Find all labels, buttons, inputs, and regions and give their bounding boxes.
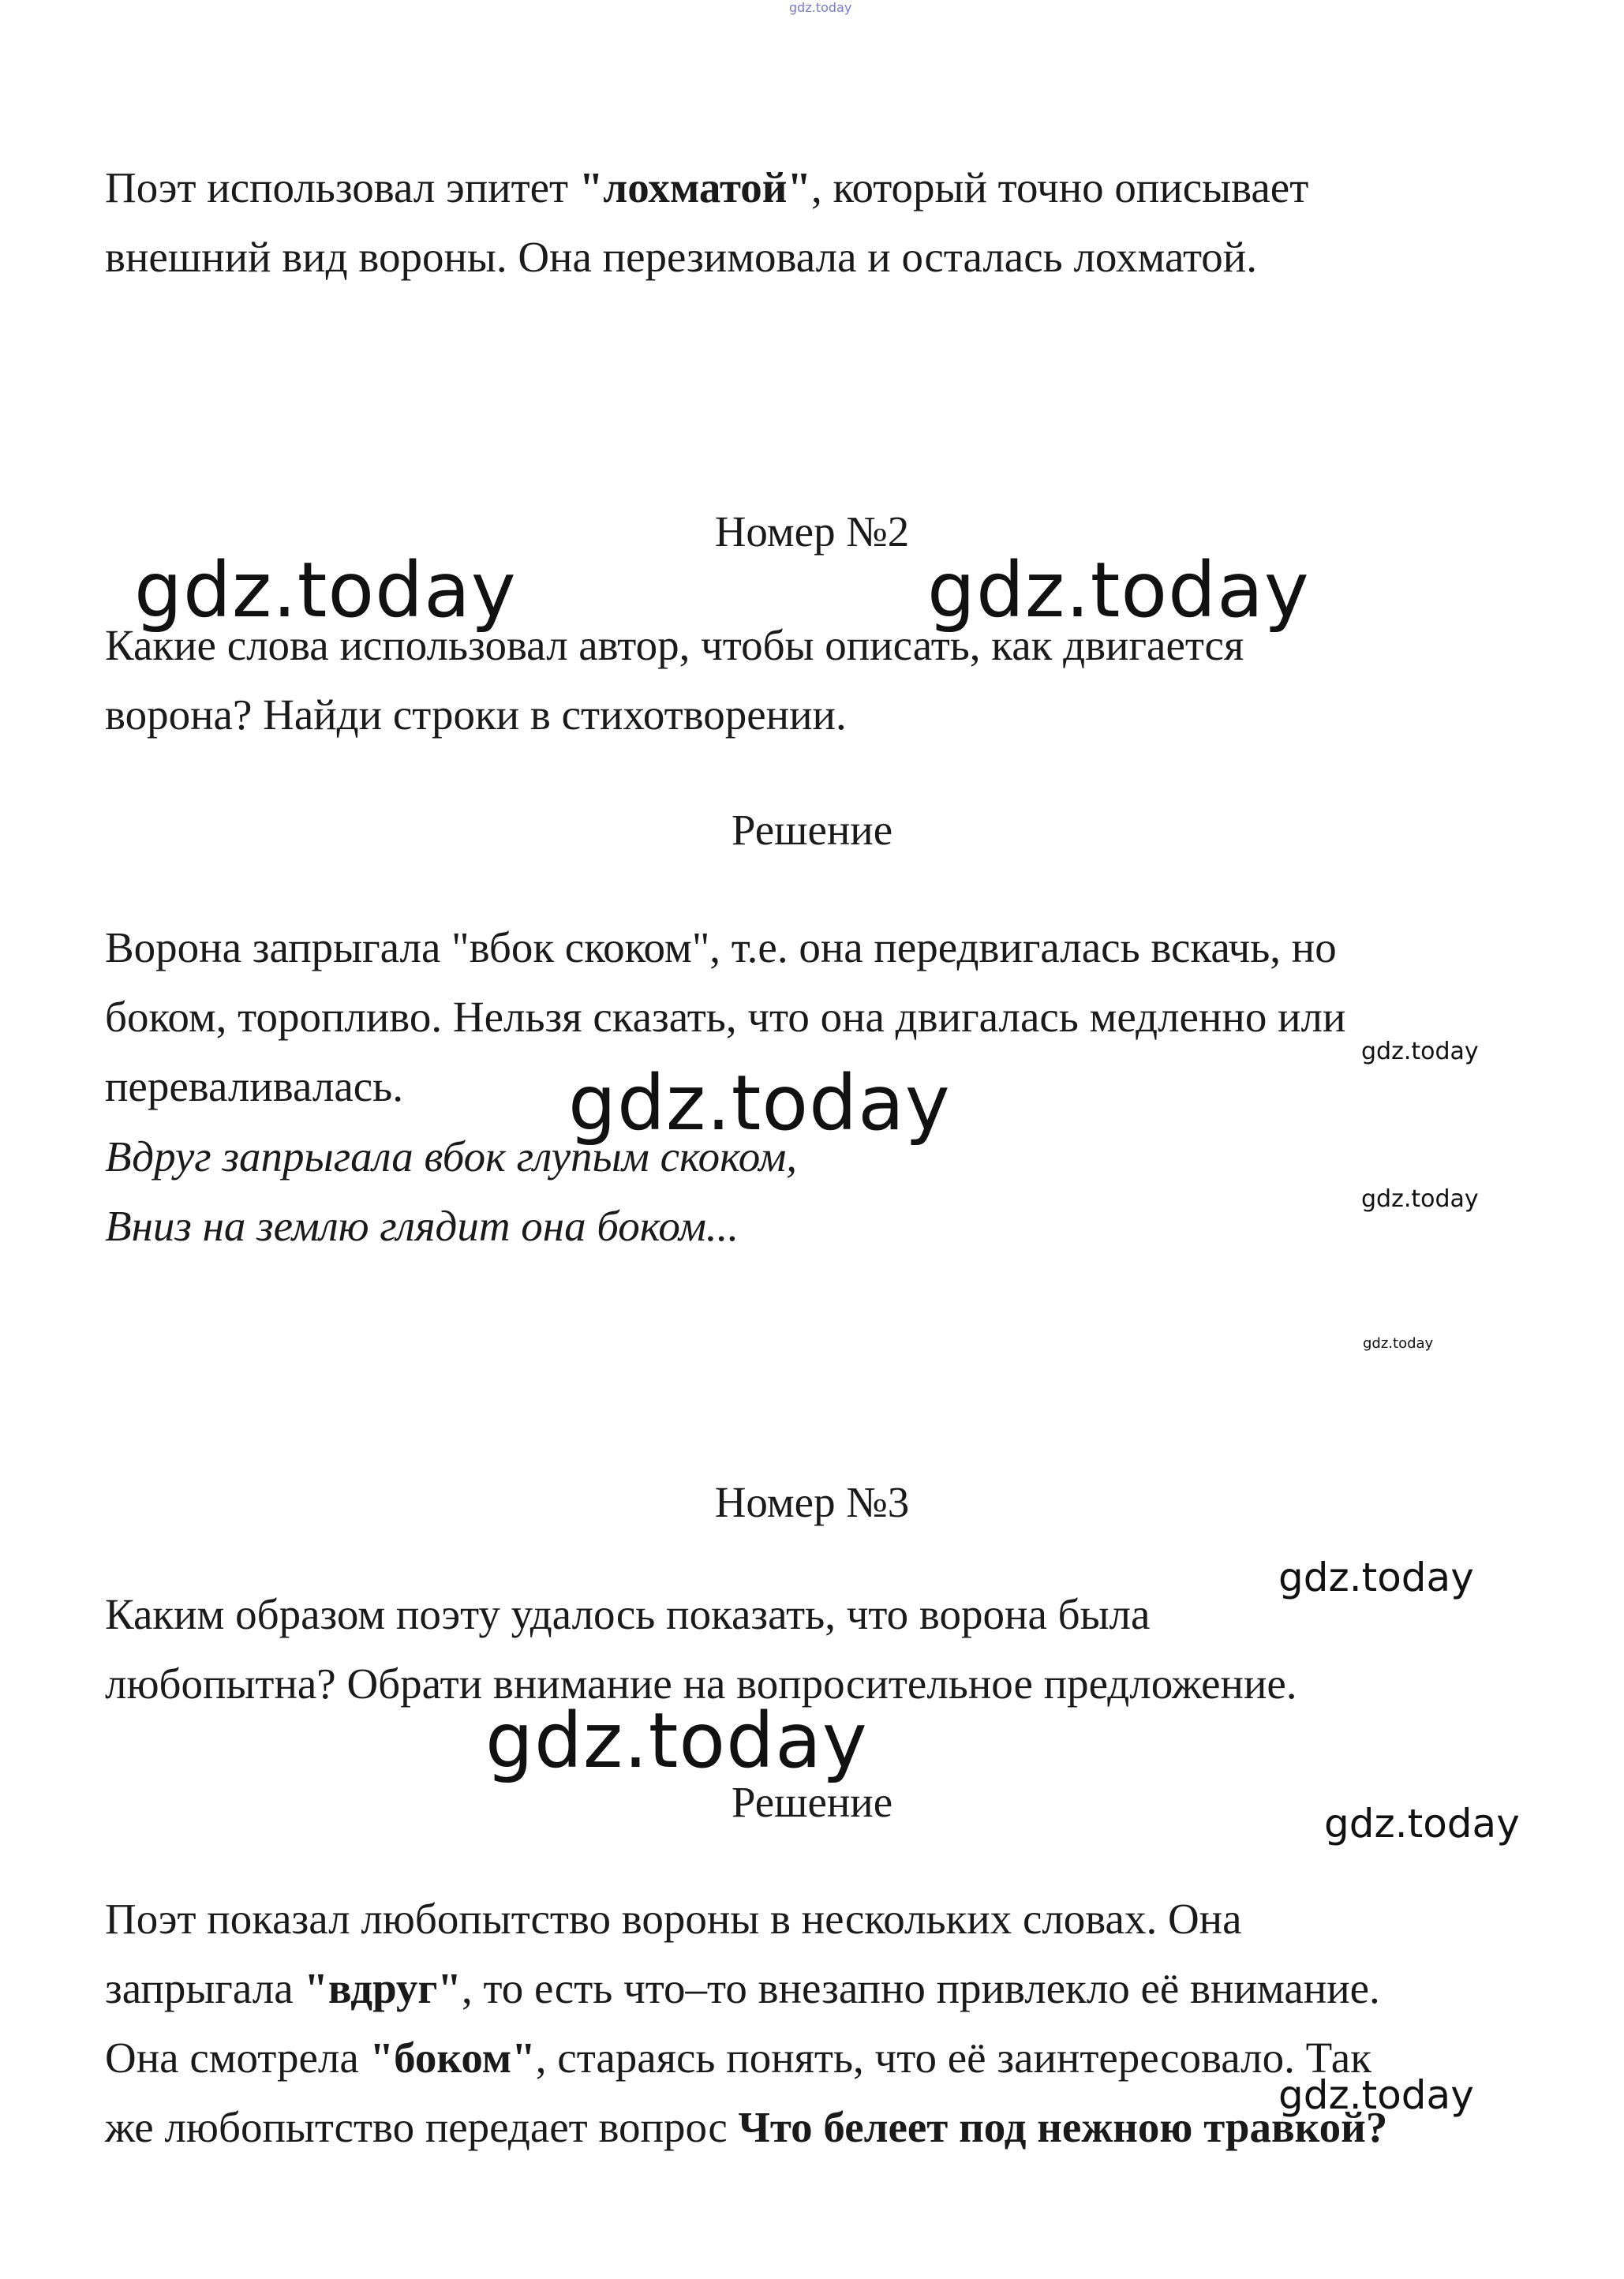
task2-question-line-1: Какие слова использовал автор, чтобы описать, как двигается (105, 621, 1244, 669)
task2-solution-heading: Решение (731, 806, 893, 854)
task3-solution-heading: Решение (731, 1778, 893, 1826)
task2-quote-line-1: Вдруг запрыгала вбок глупым скоком, (105, 1132, 798, 1181)
task3-question-line-1: Каким образом поэту удалось показать, что ворона была (105, 1590, 1151, 1638)
task3-answer-line-2: запрыгала "вдруг", то есть что–то внезапно привлекло её внимание. (105, 1964, 1380, 2012)
task3-answer-line-1: Поэт показал любопытство вороны в нескольких словах. Она (105, 1895, 1242, 1943)
task3-answer-line-4: же любопытство передает вопрос Что белеет под нежною травкой? (105, 2103, 1388, 2151)
task2-question-line-2: ворона? Найди строки в стихотворении. (105, 690, 847, 739)
watermark-tiny: gdz.today (1363, 1335, 1434, 1352)
watermark-medium-1: gdz.today (1278, 1555, 1474, 1600)
task3-heading: Номер №3 (714, 1478, 910, 1526)
watermark-large-2: gdz.today (927, 546, 1310, 634)
watermark-medium-2: gdz.today (1324, 1801, 1520, 1847)
task3-question-line-2: любопытна? Обрати внимание на вопросительное предложение. (105, 1660, 1297, 1708)
intro-line-2: внешний вид вороны. Она перезимовала и осталась лохматой. (105, 233, 1257, 281)
watermark-large-3: gdz.today (568, 1059, 951, 1147)
watermark-large-4: gdz.today (485, 1697, 868, 1785)
watermark-top: gdz.today (789, 0, 852, 15)
task2-heading: Номер №2 (714, 507, 910, 556)
task2-quote-line-2: Вниз на землю глядит она боком... (105, 1202, 739, 1250)
intro-line-1: Поэт использовал эпитет "лохматой", который точно описывает (105, 163, 1309, 211)
watermark-small-2: gdz.today (1361, 1185, 1479, 1213)
task3-answer-line-3: Она смотрела "боком", стараясь понять, что её заинтересовало. Так (105, 2034, 1371, 2082)
watermark-small-1: gdz.today (1361, 1038, 1479, 1065)
task2-answer-line-3: переваливалась. (105, 1062, 404, 1110)
watermark-large-1: gdz.today (134, 546, 517, 634)
watermark-medium-3: gdz.today (1278, 2072, 1474, 2118)
task2-answer-line-2: боком, торопливо. Нельзя сказать, что она двигалась медленно или (105, 993, 1346, 1041)
task2-answer-line-1: Ворона запрыгала "вбок скоком", т.е. она передвигалась вскачь, но (105, 923, 1337, 971)
